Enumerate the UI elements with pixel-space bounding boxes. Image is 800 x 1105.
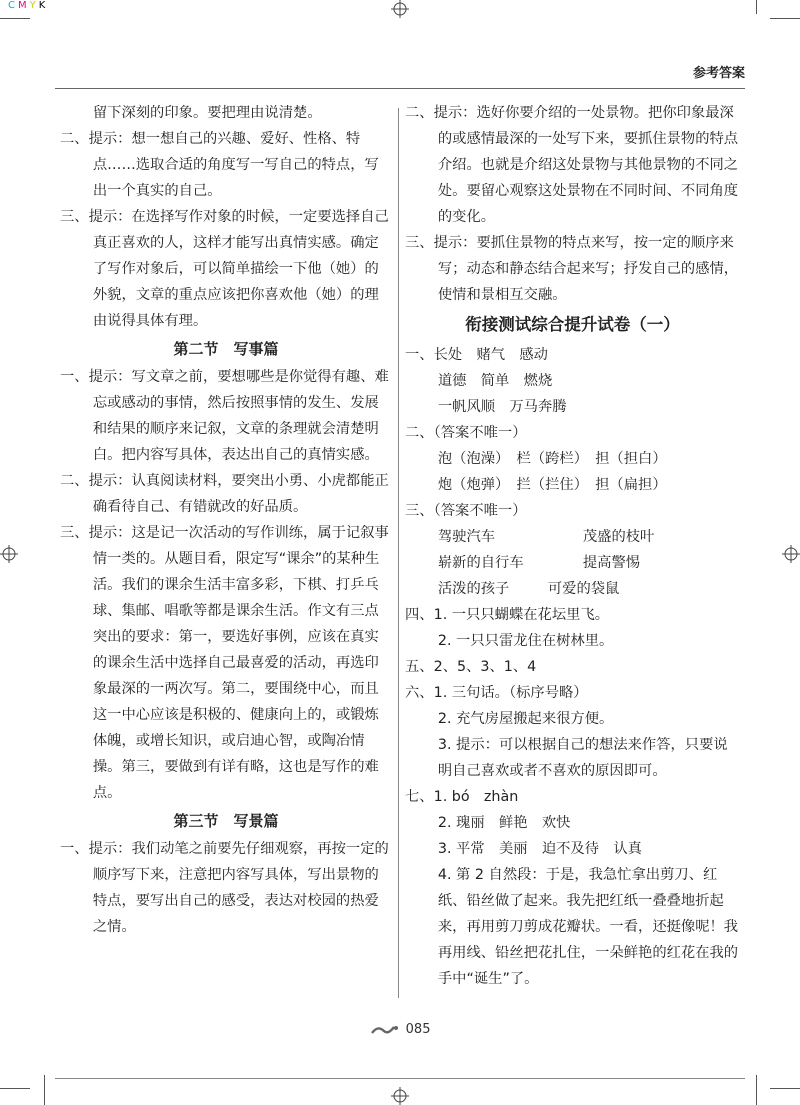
left-column (60, 100, 392, 940)
crop-mark (44, 1075, 45, 1105)
test-title: 衔接测试综合提升试卷（一） (465, 315, 680, 334)
answer-line: 3. 提示：可以根据自己的想法来作答，只要说明自己喜欢或者不喜欢的原因即可。 (437, 737, 728, 779)
paragraph: 三、提示：这是记一次活动的写作训练，属于记叙事情一类的。从题目看，限定写“课余”的某种生活。我们的课余生活丰富多彩，下棋、打乒乓球、集邮、唱歌等都是课余生活。作文有三点突出的要求：第一，要选好事例，应该在真实的课余生活中选择自己最喜爱的活动，再选印象最深的一两次写。第二，要围绕中心，而且这一中心应该是积极的、健康向上的，或锻炼体魄，或增长知识，或启迪心智，或陶冶情操。第三，要做到有详有略，这也是写作的难点。 (60, 525, 389, 801)
answer-line: 2. 充气房屋搬起来很方便。 (437, 711, 614, 727)
right-column (405, 100, 740, 992)
answer-line: 四、1. 一只只蝴蝶在花坛里飞。 (405, 607, 610, 623)
paragraph: 二、提示：想一想自己的兴趣、爱好、性格、特点……选取合适的角度写一写自己的特点，写出一个真实的自己。 (60, 131, 379, 199)
answer-line: 五、2、5、3、1、4 (405, 659, 537, 675)
header-divider (55, 88, 745, 89)
answer-line: 六、1. 三句话。（标序号略） (405, 685, 588, 701)
phrase-row (405, 550, 740, 576)
crop-mark (756, 0, 757, 14)
crop-mark (0, 1088, 30, 1089)
phrase: 茂盛的枝叶 (582, 529, 655, 545)
answer-line: 4. 第 2 自然段：于是，我急忙拿出剪刀、红纸、铅丝做了起来。我先把红纸一叠叠地折起来，再用剪刀剪成花瓣状。一看，还挺像呢！我再用线、铅丝把花扎住，一朵鲜艳的红花在我的手中“诞生”了。 (437, 867, 739, 987)
phrase: 崭新的自行车 (437, 555, 524, 571)
registration-mark-bottom-icon (391, 1087, 409, 1105)
answer-line: 一、长处 赌气 感动 (405, 347, 548, 363)
answer-line: 道德 简单 燃烧 (437, 373, 553, 389)
answer-line: 泡（泡澡） 栏（跨栏） 担（担白） (437, 451, 667, 467)
paragraph: 二、提示：认真阅读材料，要突出小勇、小虎都能正确看待自己、有错就改的好品质。 (60, 473, 389, 515)
section-heading: 第二节 写事篇 (173, 340, 279, 358)
answer-line: 二、（答案不唯一） (405, 425, 527, 441)
phrase: 可爱的袋鼠 (547, 581, 620, 597)
page-number: 085 (405, 1022, 431, 1037)
crop-mark (770, 18, 800, 19)
crop-mark (0, 18, 30, 19)
page-footer (0, 1022, 800, 1037)
answer-line: 2. 一只只雷龙住在树林里。 (437, 633, 614, 649)
phrase-row (405, 524, 740, 550)
bottom-rule (55, 1078, 745, 1079)
column-divider (398, 108, 399, 998)
phrase: 提高警惕 (582, 555, 641, 571)
paragraph: 二、提示：选好你要介绍的一处景物。把你印象最深的或感情最深的一处写下来，要抓住景物的特点介绍。也就是介绍这处景物与其他景物的不同之处。要留心观察这处景物在不同时间、不同角度的变化。 (405, 105, 739, 225)
paragraph: 留下深刻的印象。要把理由说清楚。 (92, 105, 322, 121)
cmyk-y: Y (29, 0, 39, 11)
paragraph: 一、提示：写文章之前，要想哪些是你觉得有趣、难忘或感动的事情，然后按照事情的发生、发展和结果的顺序来记叙，文章的条理就会清楚明白。把内容写具体，表达出自己的真情实感。 (60, 369, 389, 463)
answer-line: 3. 平常 美丽 迫不及待 认真 (437, 841, 642, 857)
phrase: 驾驶汽车 (437, 529, 496, 545)
answer-line: 炮（炮弹） 拦（拦住） 担（扁担） (437, 477, 667, 493)
answer-line: 三、（答案不唯一） (405, 503, 527, 519)
answer-line: 一帆风顺 万马奔腾 (437, 399, 567, 415)
crop-mark (770, 1088, 800, 1089)
page-header-title: 参考答案 (692, 66, 745, 81)
phrase: 活泼的孩子 (437, 581, 510, 597)
cmyk-marks (8, 0, 48, 11)
answer-line: 七、1. bó zhàn (405, 789, 519, 805)
registration-mark-left-icon (0, 545, 18, 563)
cmyk-c: C (8, 0, 18, 11)
registration-mark-top-icon (391, 0, 409, 18)
cmyk-k: K (38, 0, 49, 11)
paragraph: 三、提示：在选择写作对象的时候，一定要选择自己真正喜欢的人，这样才能写出真情实感。确定了写作对象后，可以简单描绘一下他（她）的外貌，文章的重点应该把你喜欢他（她）的理由说得具体有理。 (60, 209, 389, 329)
paragraph: 一、提示：我们动笔之前要先仔细观察，再按一定的顺序写下来，注意把内容写具体，写出景物的特点，要写出自己的感受，表达对校园的热爱之情。 (60, 841, 389, 935)
crop-mark (756, 1075, 757, 1105)
swirl-logo-icon (370, 1023, 400, 1037)
cmyk-m: M (17, 0, 30, 11)
registration-mark-right-icon (782, 545, 800, 563)
section-heading: 第三节 写景篇 (173, 812, 279, 830)
phrase-row (405, 576, 740, 602)
answer-line: 2. 瑰丽 鲜艳 欢快 (437, 815, 571, 831)
paragraph: 三、提示：要抓住景物的特点来写，按一定的顺序来写；动态和静态结合起来写；抒发自己的感情，使情和景相互交融。 (405, 235, 739, 303)
